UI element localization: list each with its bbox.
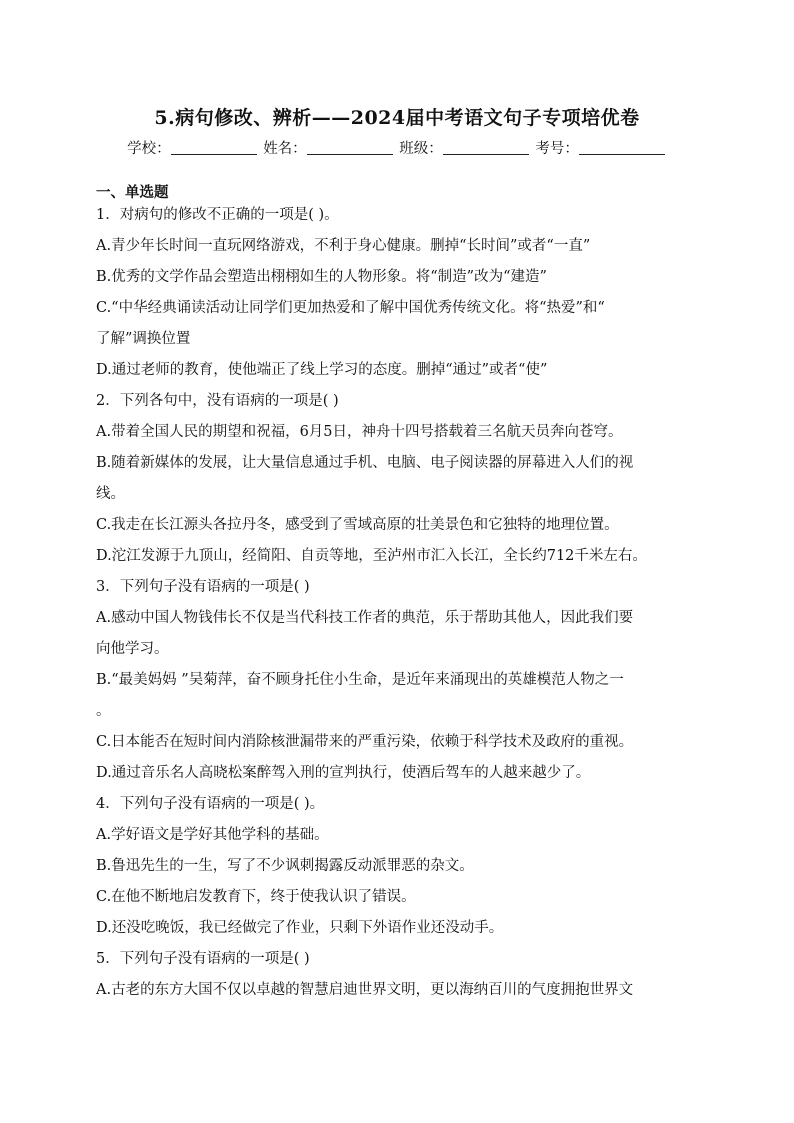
page-title: 5.病句修改、辨析——2024届中考语文句子专项培优卷 — [154, 107, 640, 129]
question-stem: 4．下列句子没有语病的一项是( )。 — [96, 796, 325, 812]
answer-option[interactable]: D.还没吃晚饭，我已经做完了作业，只剩下外语作业还没动手。 — [96, 920, 504, 936]
student-info-row — [0, 137, 794, 158]
answer-option[interactable]: A.青少年长时间一直玩网络游戏，不利于身心健康。删掉“长时间”或者“一直” — [96, 238, 591, 254]
answer-option[interactable]: D.通过老师的教育，使他端正了线上学习的态度。删掉“通过”或者“使” — [96, 362, 548, 378]
answer-option-continuation: 。 — [96, 703, 111, 719]
answer-option-continuation: 向他学习。 — [96, 641, 169, 657]
name-blank[interactable] — [307, 140, 393, 155]
school-blank[interactable] — [171, 140, 257, 155]
answer-option[interactable]: C.在他不断地启发教育下，终于使我认识了错误。 — [96, 889, 416, 905]
answer-option[interactable]: B.鲁迅先生的一生，写了不少讽刺揭露反动派罪恶的杂文。 — [96, 858, 474, 874]
answer-option[interactable]: D.通过音乐名人高晓松案醉驾入刑的宣判执行，使酒后驾车的人越来越少了。 — [96, 765, 591, 781]
answer-option[interactable]: A.古老的东方大国不仅以卓越的智慧启迪世界文明，更以海纳百川的气度拥抱世界文 — [96, 982, 634, 998]
section-heading: 一、单选题 — [96, 184, 169, 201]
exam-number-blank[interactable] — [579, 140, 665, 155]
answer-option[interactable]: A.感动中国人物钱伟长不仅是当代科技工作者的典范，乐于帮助其他人，因此我们要 — [96, 610, 634, 626]
answer-option[interactable]: B.“最美妈妈 ”吴菊萍，奋不顾身托住小生命，是近年来涌现出的英雄模范人物之一 — [96, 672, 624, 688]
answer-option[interactable]: A.带着全国人民的期望和祝福，6月5日，神舟十四号搭载着三名航天员奔向苍穹。 — [96, 424, 623, 440]
question-stem: 3．下列句子没有语病的一项是( ) — [96, 579, 310, 595]
question-list — [96, 200, 700, 1006]
name-label: 姓名： — [263, 141, 307, 157]
question-stem: 5．下列句子没有语病的一项是( ) — [96, 951, 310, 967]
class-label: 班级： — [399, 141, 443, 157]
answer-option-continuation: 了解”调换位置 — [96, 331, 191, 347]
answer-option[interactable]: C.我走在长江源头各拉丹冬，感受到了雪域高原的壮美景色和它独特的地理位置。 — [96, 517, 619, 533]
class-blank[interactable] — [443, 140, 529, 155]
answer-option[interactable]: B.随着新媒体的发展，让大量信息通过手机、电脑、电子阅读器的屏幕进入人们的视 — [96, 455, 634, 471]
exam-number-label: 考号： — [535, 141, 579, 157]
question-stem: 2．下列各句中，没有语病的一项是( ) — [96, 393, 339, 409]
school-label: 学校： — [127, 141, 171, 157]
answer-option[interactable]: D.沱江发源于九顶山，经简阳、自贡等地，至泸州市汇入长江，全长约712千米左右。 — [96, 548, 647, 564]
answer-option[interactable]: C.日本能否在短时间内消除核泄漏带来的严重污染，依赖于科学技术及政府的重视。 — [96, 734, 634, 750]
answer-option[interactable]: C.“中华经典诵读活动让同学们更加热爱和了解中国优秀传统文化。将“热爱”和“ — [96, 300, 605, 316]
answer-option[interactable]: A.学好语文是学好其他学科的基础。 — [96, 827, 329, 843]
answer-option[interactable]: B.优秀的文学作品会塑造出栩栩如生的人物形象。将“制造”改为“建造” — [96, 269, 547, 285]
answer-option-continuation: 线。 — [96, 486, 125, 502]
question-stem: 1．对病句的修改不正确的一项是( )。 — [96, 207, 339, 223]
